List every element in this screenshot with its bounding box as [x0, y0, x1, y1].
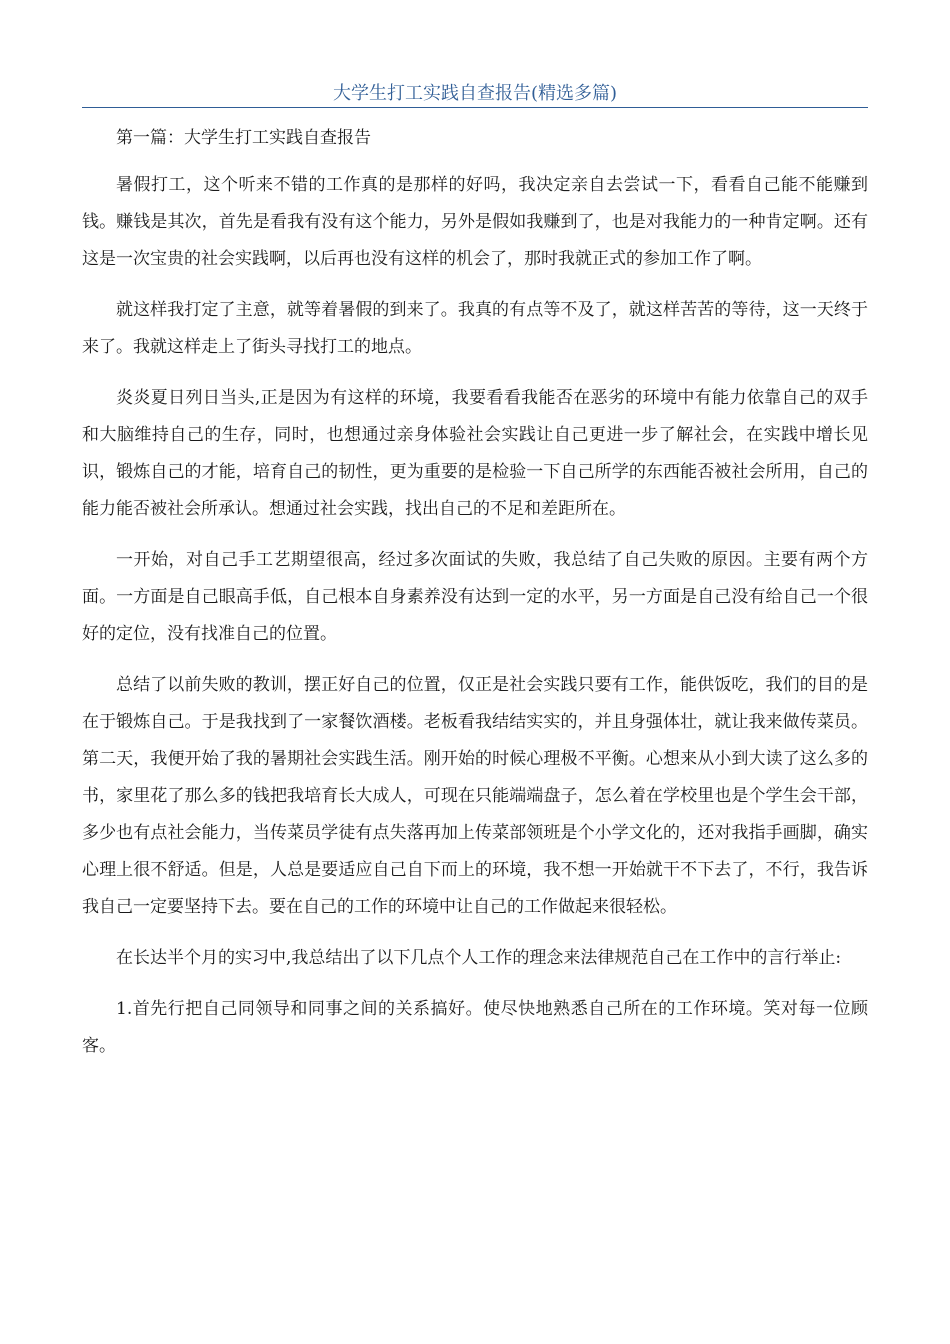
body-paragraph: 就这样我打定了主意，就等着暑假的到来了。我真的有点等不及了，就这样苦苦的等待，这一天终于来了。我就这样走上了街头寻找打工的地点。	[82, 300, 868, 357]
body-paragraph: 在长达半个月的实习中,我总结出了以下几点个人工作的理念来法律规范自己在工作中的言行举止:	[116, 948, 842, 968]
body-paragraph: 总结了以前失败的教训，摆正好自己的位置，仅正是社会实践只要有工作，能供饭吃，我们的目的是在于锻炼自己。于是我找到了一家餐饮酒楼。老板看我结结实实的，并且身强体壮，就让我来做传菜员。第二天，我便开始了我的暑期社会实践生活。刚开始的时候心理极不平衡。心想来从小到大读了这么多的书，家里花了那么多的钱把我培育长大成人，可现在只能端端盘子，怎么着在学校里也是个学生会干部，多少也有点社会能力，当传菜员学徒有点失落再加上传菜部领班是个小学文化的，还对我指手画脚，确实心理上很不舒适。但是，人总是要适应自己自下而上的环境，我不想一开始就干不下去了，不行，我告诉我自己一定要坚持下去。要在自己的工作的环境中让自己的工作做起来很轻松。	[82, 675, 868, 917]
list-item-paragraph: 1.首先行把自己同领导和同事之间的关系搞好。使尽快地熟悉自己所在的工作环境。笑对每一位顾客。	[82, 999, 868, 1056]
document-body	[82, 120, 868, 1079]
body-paragraph: 一开始，对自己手工艺期望很高，经过多次面试的失败，我总结了自己失败的原因。主要有两个方面。一方面是自己眼高手低，自己根本自身素养没有达到一定的水平，另一方面是自己没有给自己一个很好的定位，没有找准自己的位置。	[82, 550, 868, 644]
document-header-title: 大学生打工实践自查报告(精选多篇)	[332, 83, 618, 104]
section-heading: 第一篇：大学生打工实践自查报告	[116, 128, 371, 148]
body-paragraph: 暑假打工，这个听来不错的工作真的是那样的好吗，我决定亲自去尝试一下，看看自己能不能赚到钱。赚钱是其次，首先是看我有没有这个能力，另外是假如我赚到了，也是对我能力的一种肯定啊。还有这是一次宝贵的社会实践啊，以后再也没有这样的机会了，那时我就正式的参加工作了啊。	[82, 175, 868, 269]
body-paragraph: 炎炎夏日列日当头,正是因为有这样的环境，我要看看我能否在恶劣的环境中有能力依靠自己的双手和大脑维持自己的生存，同时，也想通过亲身体验社会实践让自己更进一步了解社会，在实践中增长见识，锻炼自己的才能，培育自己的韧性，更为重要的是检验一下自己所学的东西能否被社会所用，自己的能力能否被社会所承认。想通过社会实践，找出自己的不足和差距所在。	[82, 388, 868, 519]
header-divider	[82, 107, 868, 108]
